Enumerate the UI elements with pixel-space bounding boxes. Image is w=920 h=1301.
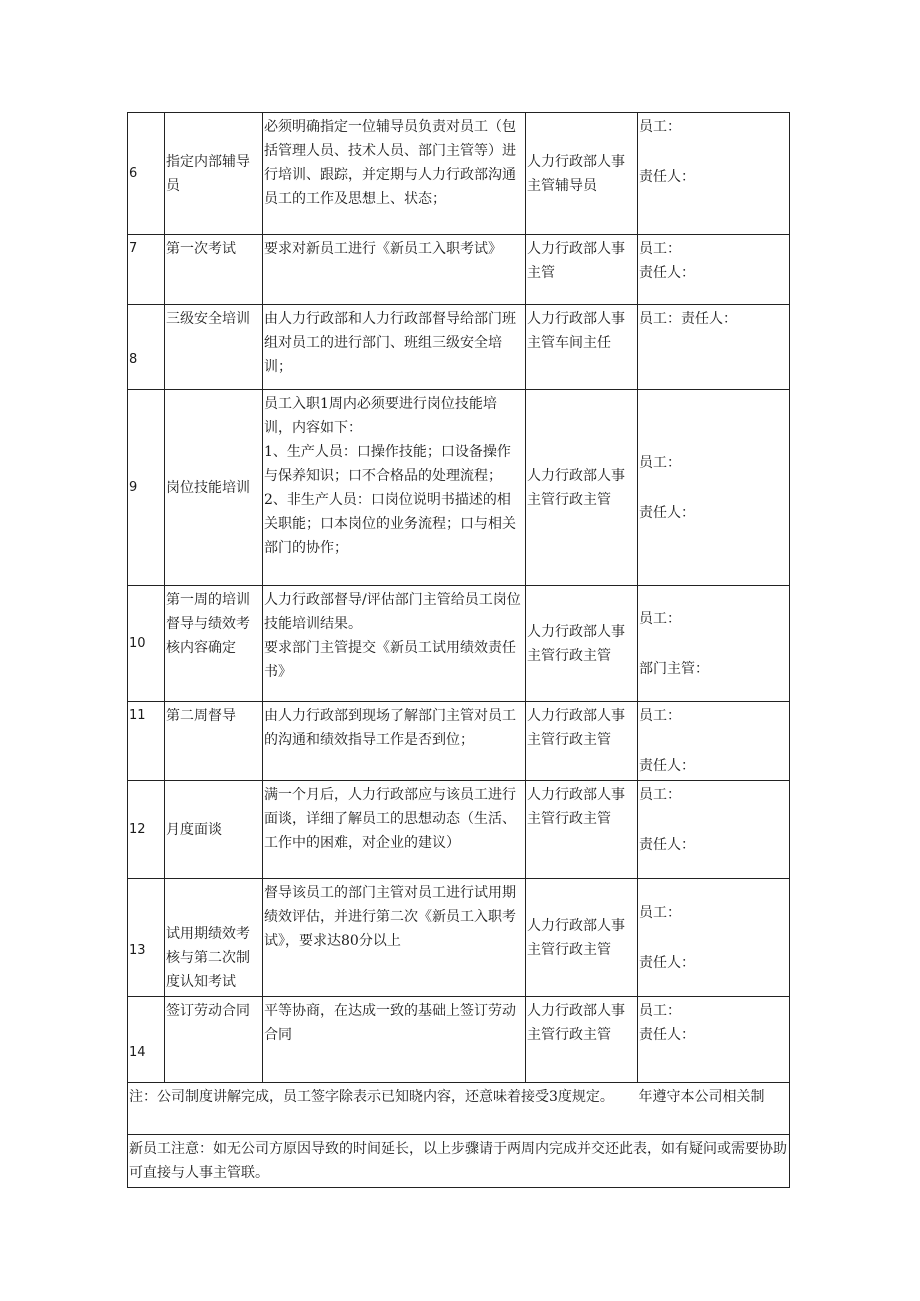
employee-sign-label: 员工： [639, 787, 681, 803]
step-content: 由人力行政部和人力行政部督导给部门班组对员工的进行部门、班组三级安全培训； [263, 305, 526, 390]
table-row [128, 781, 790, 879]
responsible-sign-label: 责任人： [639, 758, 695, 774]
signature-cell [638, 235, 790, 305]
step-content [263, 586, 526, 702]
signature-cell [638, 305, 790, 390]
signature-cell [638, 586, 790, 702]
row-number: 12 [128, 781, 165, 879]
content-line: 要求部门主管提交《新员工试用绩效责任书》 [264, 640, 516, 680]
row-number: 10 [128, 586, 165, 702]
responsible-sign-label: 责任人： [639, 504, 695, 521]
responsible-sign-label: 责任人： [639, 169, 695, 185]
responsible-sign-label: 责任人： [639, 1027, 695, 1043]
onboarding-table [127, 112, 790, 1188]
step-content: 平等协商，在达成一致的基础上签订劳动合同 [263, 997, 526, 1083]
step-content [263, 390, 526, 586]
row-number: 11 [128, 702, 165, 781]
responsible-sign-label: 责任人： [639, 954, 695, 971]
responsible-sign-label: 责任人： [639, 265, 695, 281]
row-number: 8 [128, 305, 165, 390]
step-content: 由人力行政部到现场了解部门主管对员工的沟通和绩效指导工作是否到位； [263, 702, 526, 781]
step-name: 试用期绩效考核与第二次制度认知考试 [165, 879, 263, 997]
step-content: 满一个月后，人力行政部应与该员工进行面谈，详细了解员工的思想动态（生活、工作中的困难，对企业的建议） [263, 781, 526, 879]
responsible-sign-label: 责任人： [639, 837, 695, 853]
employee-sign-label: 员工： [639, 904, 681, 921]
step-content: 必须明确指定一位辅导员负责对员工（包括管理人员、技术人员、部门主管等）进行培训、跟踪，并定期与人力行政部沟通员工的工作及思想上、状态； [263, 113, 526, 235]
table-row [128, 586, 790, 702]
table-row [128, 997, 790, 1083]
signature-cell [638, 997, 790, 1083]
signature-cell [638, 879, 790, 997]
signature-cell [638, 781, 790, 879]
step-content: 督导该员工的部门主管对员工进行试用期绩效评估，并进行第二次《新员工入职考试》，要求达80分以上 [263, 879, 526, 997]
step-name: 第一次考试 [165, 235, 263, 305]
step-name: 月度面谈 [165, 781, 263, 879]
responsible-party: 人力行政部人事主管行政主管 [526, 879, 638, 997]
table-row [128, 305, 790, 390]
step-name: 三级安全培训 [165, 305, 263, 390]
footer-row [128, 1135, 790, 1188]
step-name: 签订劳动合同 [165, 997, 263, 1083]
step-name: 指定内部辅导员 [165, 113, 263, 235]
department-head-sign-label: 部门主管： [639, 660, 709, 677]
signature-cell [638, 113, 790, 235]
employee-sign-label: 员工： [639, 708, 681, 724]
row-number: 13 [128, 879, 165, 997]
step-name: 第二周督导 [165, 702, 263, 781]
employee-sign-label: 员工： [639, 241, 681, 257]
responsible-party: 人力行政部人事主管行政主管 [526, 997, 638, 1083]
employee-sign-label: 员工： [639, 1003, 681, 1019]
content-line: 2、非生产人员：口岗位说明书描述的相关职能；口本岗位的业务流程；口与相关部门的协作； [264, 492, 516, 556]
employee-sign-label: 员工： [639, 119, 681, 135]
row-number: 14 [128, 997, 165, 1083]
responsible-party: 人力行政部人事主管 [526, 235, 638, 305]
responsible-party: 人力行政部人事主管行政主管 [526, 586, 638, 702]
employee-sign-label: 员工： [639, 610, 681, 627]
table-row [128, 879, 790, 997]
employee-sign-label: 员工： [639, 454, 681, 471]
signature-cell [638, 390, 790, 586]
table-row [128, 390, 790, 586]
table-row [128, 235, 790, 305]
step-name: 第一周的培训督导与绩效考核内容确定 [165, 586, 263, 702]
new-employee-notice: 新员工注意：如无公司方原因导致的时间延长，以上步骤请于两周内完成并交还此表，如有疑问或需要协助可直接与人事主管联。 [128, 1135, 790, 1188]
row-number: 6 [128, 113, 165, 235]
responsible-party: 人力行政部人事主管车间主任 [526, 305, 638, 390]
row-number: 7 [128, 235, 165, 305]
signature-cell [638, 702, 790, 781]
responsible-party: 人力行政部人事主管辅导员 [526, 113, 638, 235]
content-line: 员工入职1周内必须要进行岗位技能培训，内容如下： [264, 396, 497, 436]
step-content: 要求对新员工进行《新员工入职考试》 [263, 235, 526, 305]
content-line: 1、生产人员：口操作技能；口设备操作与保养知识；口不合格品的处理流程； [264, 444, 511, 484]
step-name: 岗位技能培训 [165, 390, 263, 586]
table-row [128, 702, 790, 781]
note-text-continued: 年遵守本公司相关制 [638, 1083, 790, 1135]
employee-responsible-sign-label: 员工：责任人： [639, 311, 737, 327]
row-number: 9 [128, 390, 165, 586]
responsible-party: 人力行政部人事主管行政主管 [526, 702, 638, 781]
note-row [128, 1083, 790, 1135]
responsible-party: 人力行政部人事主管行政主管 [526, 390, 638, 586]
content-line: 人力行政部督导/评估部门主管给员工岗位技能培训结果。 [264, 592, 521, 632]
note-text: 注：公司制度讲解完成，员工签字除表示已知晓内容，还意味着接受3度规定。 [128, 1083, 638, 1135]
table-row [128, 113, 790, 235]
responsible-party: 人力行政部人事主管行政主管 [526, 781, 638, 879]
